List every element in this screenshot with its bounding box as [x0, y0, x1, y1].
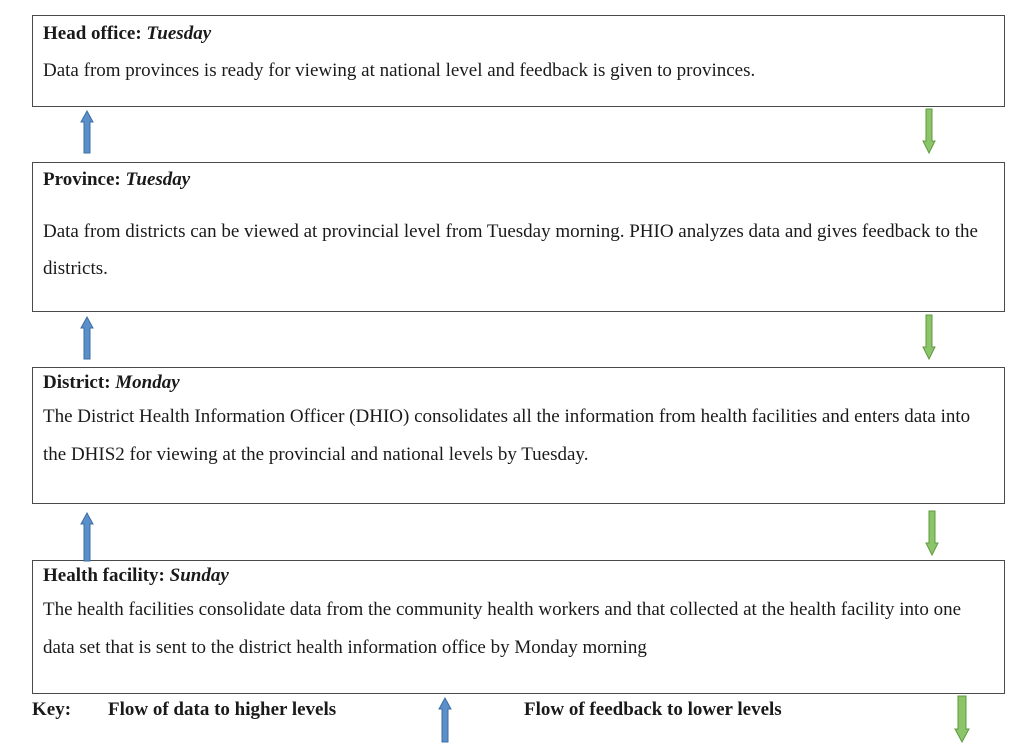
province-box	[32, 162, 1005, 312]
province-name: Province:	[43, 169, 121, 190]
key-up-label: Flow of data to higher levels	[108, 699, 337, 720]
health-facility-box	[32, 560, 1005, 694]
key-down-label: Flow of feedback to lower levels	[524, 699, 782, 720]
province-text: Data from districts can be viewed at provincial level from Tuesday morning. PHIO analyzes data and gives feedback to the districts.	[43, 221, 978, 279]
up-arrow-icon	[80, 316, 94, 360]
down-arrow-icon	[922, 314, 936, 360]
head-office-name: Head office:	[43, 23, 142, 44]
district-name: District:	[43, 372, 111, 393]
down-arrow-icon	[925, 510, 939, 556]
district-day: Monday	[115, 372, 180, 393]
district-box	[32, 367, 1005, 504]
head-office-text: Data from provinces is ready for viewing at national level and feedback is given to provinces.	[43, 60, 756, 81]
health-facility-title	[43, 561, 994, 591]
health-facility-name: Health facility:	[43, 565, 165, 586]
health-facility-text: The health facilities consolidate data from the community health workers and that collected at the health facility into one data set that is sent to the district health information office by Monday morning	[43, 599, 962, 658]
up-arrow-icon	[80, 512, 94, 562]
key-label: Key:	[32, 699, 72, 720]
district-title	[43, 368, 994, 398]
head-office-day: Tuesday	[146, 23, 212, 44]
district-text: The District Health Information Officer (DHIO) consolidates all the information from health facilities and enters data into the DHIS2 for viewing at the provincial and national levels by Tuesday.	[43, 406, 971, 465]
head-office-box	[32, 15, 1005, 107]
province-title	[43, 163, 994, 197]
down-arrow-icon	[922, 108, 936, 154]
health-facility-day: Sunday	[169, 565, 229, 586]
up-arrow-icon	[80, 110, 94, 154]
key-up-arrow-icon	[438, 697, 452, 743]
province-day: Tuesday	[125, 169, 191, 190]
key-down-arrow-icon	[954, 695, 970, 743]
head-office-title	[43, 16, 994, 52]
